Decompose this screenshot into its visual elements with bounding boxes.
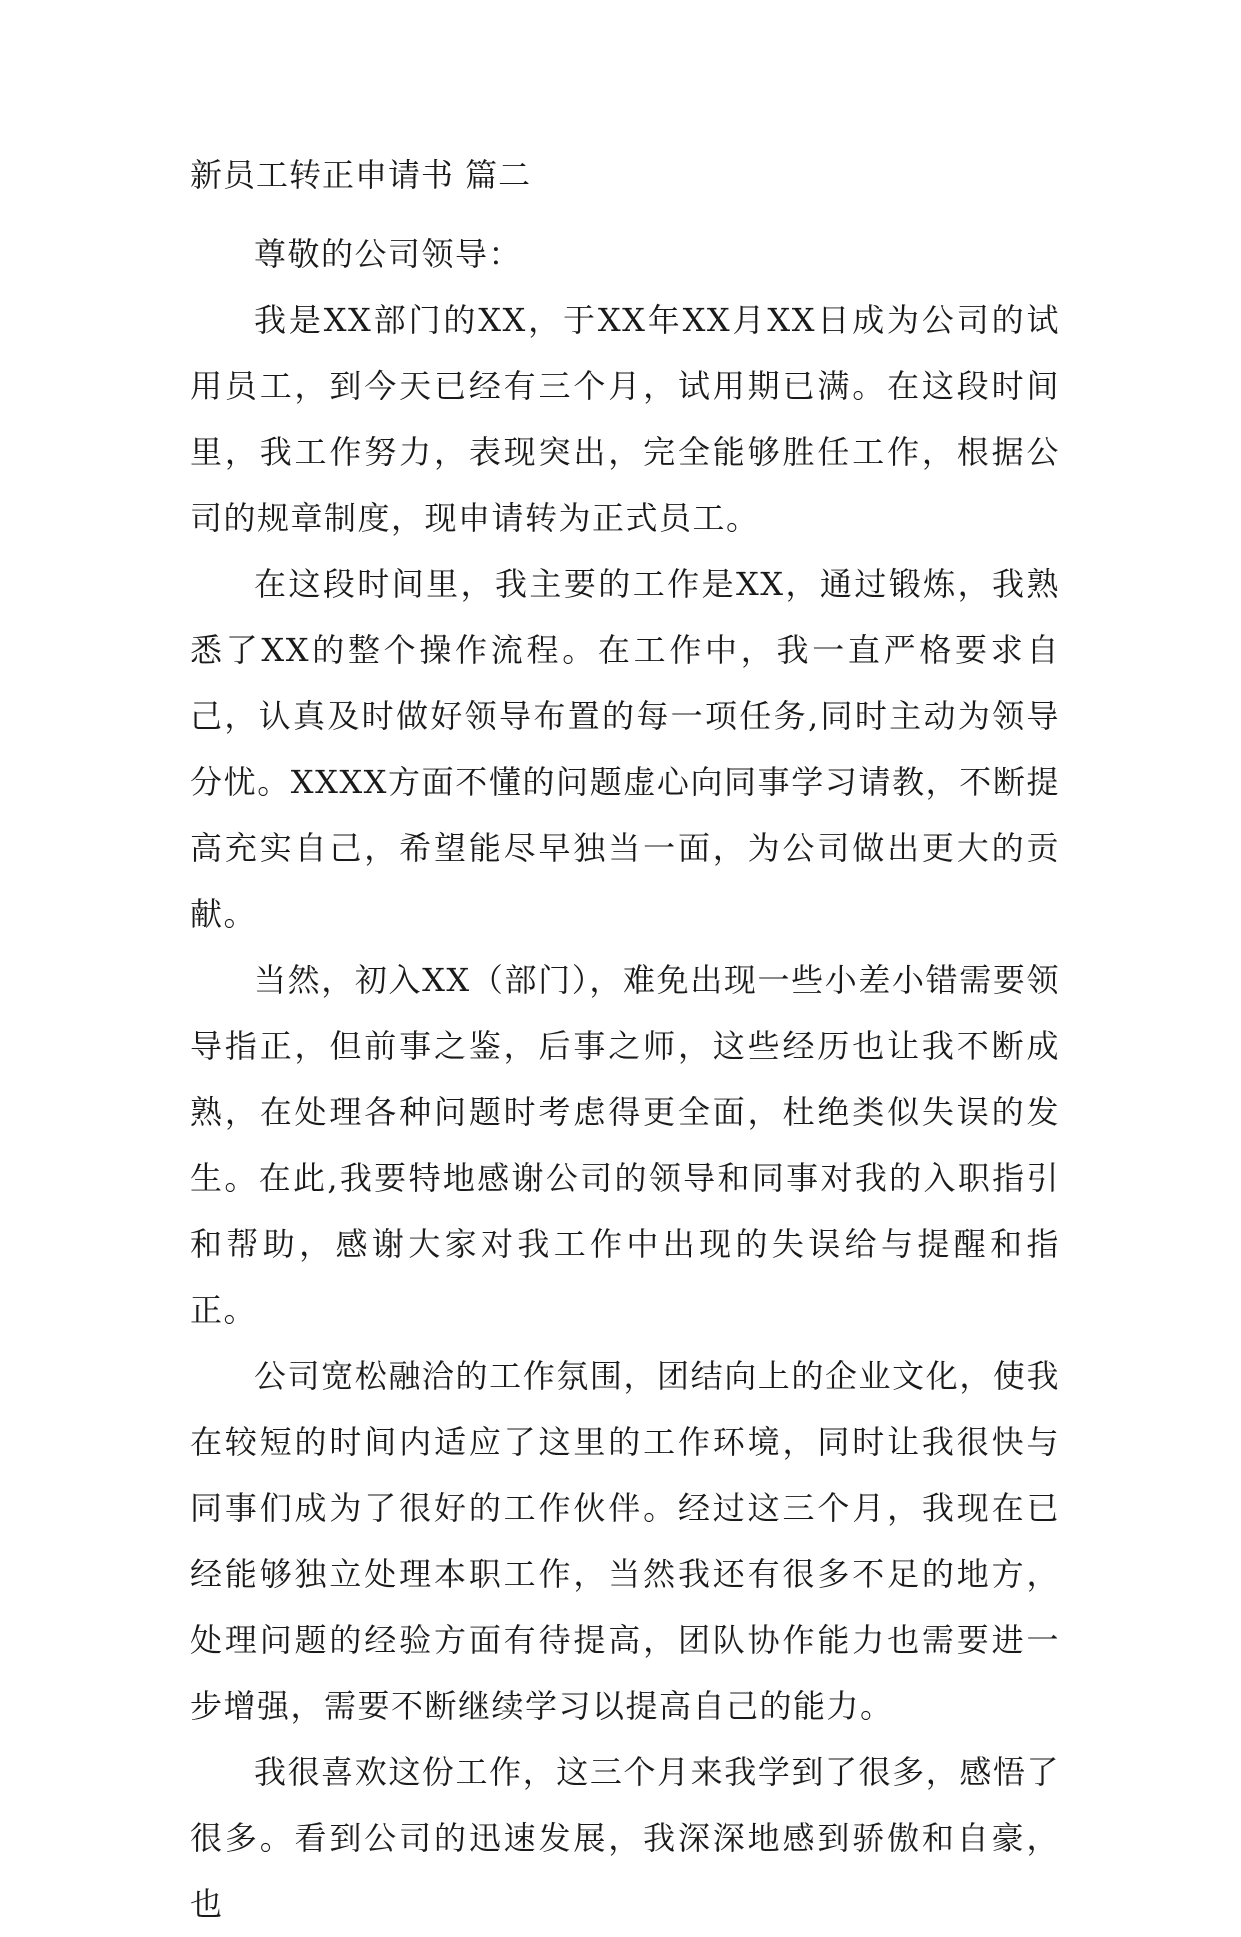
paragraph-1: 我是XX部门的XX，于XX年XX月XX日成为公司的试用员工，到今天已经有三个月，试用期已满。在这段时间里，我工作努力，表现突出，完全能够胜任工作，根据公司的规章制度，现申请转为正式员工。	[190, 301, 1060, 537]
paragraph-4: 公司宽松融洽的工作氛围，团结向上的企业文化，使我在较短的时间内适应了这里的工作环境，同时让我很快与同事们成为了很好的工作伙伴。经过这三个月，我现在已经能够独立处理本职工作，当然我还有很多不足的地方，处理问题的经验方面有待提高，团队协作能力也需要进一步增强，需要不断继续学习以提高自己的能力。	[190, 1357, 1060, 1725]
document-body	[190, 155, 1060, 1937]
document-title: 新员工转正申请书 篇二	[190, 156, 532, 194]
salutation: 尊敬的公司领导：	[254, 235, 523, 273]
paragraph-5: 我很喜欢这份工作，这三个月来我学到了很多，感悟了很多。看到公司的迅速发展，我深深地感到骄傲和自豪，也	[190, 1753, 1060, 1923]
paragraph-3: 当然，初入XX（部门），难免出现一些小差小错需要领导指正，但前事之鉴，后事之师，这些经历也让我不断成熟，在处理各种问题时考虑得更全面，杜绝类似失误的发生。在此,我要特地感谢公司的领导和同事对我的入职指引和帮助，感谢大家对我工作中出现的失误给与提醒和指正。	[190, 961, 1060, 1329]
paragraph-2: 在这段时间里，我主要的工作是XX，通过锻炼，我熟悉了XX的整个操作流程。在工作中，我一直严格要求自己，认真及时做好领导布置的每一项任务,同时主动为领导分忧。XXXX方面不懂的问题虚心向同事学习请教，不断提高充实自己，希望能尽早独当一面，为公司做出更大的贡献。	[190, 565, 1060, 933]
